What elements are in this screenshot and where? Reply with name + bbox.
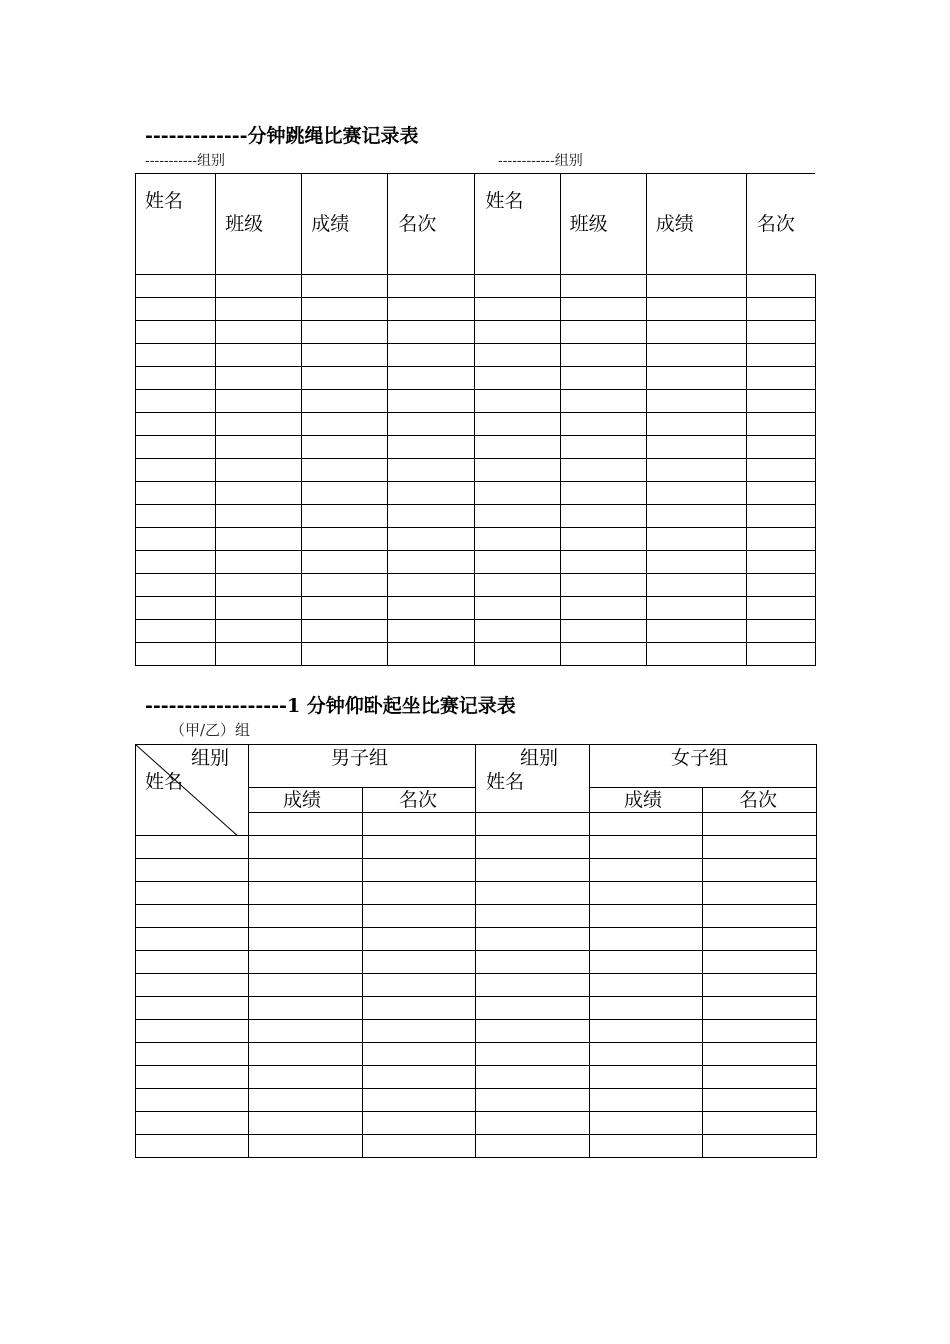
table-cell[interactable]	[703, 1043, 817, 1066]
table-row	[136, 859, 817, 882]
table-cell[interactable]	[746, 619, 815, 642]
table-cell[interactable]	[302, 274, 388, 297]
table-cell[interactable]	[388, 550, 475, 573]
table-cell[interactable]	[560, 412, 646, 435]
table-cell[interactable]	[590, 1089, 703, 1112]
rank-label: 名次	[739, 789, 778, 811]
table2-header-right	[476, 745, 590, 813]
table-cell[interactable]	[560, 366, 646, 389]
table-cell[interactable]	[136, 1066, 249, 1089]
table-cell[interactable]	[475, 642, 560, 665]
table-row	[136, 274, 816, 297]
table-cell[interactable]	[249, 951, 363, 974]
table-cell[interactable]	[302, 320, 388, 343]
table-cell[interactable]	[560, 343, 646, 366]
table1-header-name-left	[136, 174, 216, 274]
table-row	[136, 343, 816, 366]
header-label: 成绩	[311, 213, 350, 235]
table-row	[136, 1135, 817, 1158]
table-cell[interactable]	[136, 836, 249, 859]
table-cell[interactable]	[746, 412, 815, 435]
table-cell[interactable]	[363, 1089, 476, 1112]
table-cell[interactable]	[302, 412, 388, 435]
table-cell[interactable]	[475, 297, 560, 320]
table-cell[interactable]	[363, 1112, 476, 1135]
situp-table	[135, 744, 817, 1158]
table-cell[interactable]	[590, 928, 703, 951]
table-cell[interactable]	[590, 974, 703, 997]
table-cell[interactable]	[475, 389, 560, 412]
table-cell[interactable]	[646, 297, 746, 320]
table-cell[interactable]	[216, 504, 302, 527]
table-cell[interactable]	[560, 458, 646, 481]
table-row	[136, 997, 817, 1020]
table-cell[interactable]	[136, 366, 216, 389]
table-cell[interactable]	[746, 527, 815, 550]
table-cell[interactable]	[746, 481, 815, 504]
table-row	[136, 297, 816, 320]
table-cell[interactable]	[590, 813, 703, 836]
table-row	[136, 951, 817, 974]
table1-header-rank-right	[746, 174, 815, 274]
table-cell[interactable]	[560, 550, 646, 573]
table-cell[interactable]	[746, 642, 815, 665]
table-cell[interactable]	[249, 1043, 363, 1066]
table-cell[interactable]	[136, 550, 216, 573]
table-cell[interactable]	[363, 836, 476, 859]
table-cell[interactable]	[560, 481, 646, 504]
table-cell[interactable]	[703, 836, 817, 859]
table-cell[interactable]	[363, 1135, 476, 1158]
table-cell[interactable]	[302, 481, 388, 504]
table-cell[interactable]	[746, 458, 815, 481]
table-cell[interactable]	[590, 1135, 703, 1158]
table-cell[interactable]	[560, 504, 646, 527]
table-cell[interactable]	[136, 527, 216, 550]
table-cell[interactable]	[703, 997, 817, 1020]
table-cell[interactable]	[388, 619, 475, 642]
table-cell[interactable]	[560, 527, 646, 550]
table-row	[136, 458, 816, 481]
table-row	[136, 504, 816, 527]
table-cell[interactable]	[703, 1066, 817, 1089]
table-row	[136, 527, 816, 550]
table1-header-rank-left	[388, 174, 475, 274]
table-cell[interactable]	[388, 412, 475, 435]
table-cell[interactable]	[136, 481, 216, 504]
table-cell[interactable]	[475, 343, 560, 366]
table-cell[interactable]	[249, 859, 363, 882]
table-cell[interactable]	[363, 1043, 476, 1066]
table-cell[interactable]	[136, 435, 216, 458]
table-cell[interactable]	[646, 619, 746, 642]
table-cell[interactable]	[216, 366, 302, 389]
table-cell[interactable]	[560, 596, 646, 619]
table-row	[136, 882, 817, 905]
table-row	[136, 389, 816, 412]
team-label: 男子组	[331, 747, 389, 769]
table-cell[interactable]	[560, 320, 646, 343]
table-cell[interactable]	[216, 573, 302, 596]
table-cell[interactable]	[703, 1020, 817, 1043]
table-cell[interactable]	[590, 1043, 703, 1066]
table-cell[interactable]	[249, 882, 363, 905]
table1-header-score-left	[302, 174, 388, 274]
table-cell[interactable]	[646, 412, 746, 435]
table-cell[interactable]	[136, 320, 216, 343]
table-cell[interactable]	[388, 527, 475, 550]
table-cell[interactable]	[746, 550, 815, 573]
table-cell[interactable]	[590, 951, 703, 974]
table-cell[interactable]	[136, 974, 249, 997]
table-cell[interactable]	[646, 481, 746, 504]
header-label: 名次	[756, 213, 795, 235]
table-cell[interactable]	[476, 1135, 590, 1158]
table-cell[interactable]	[249, 1020, 363, 1043]
table-cell[interactable]	[476, 1112, 590, 1135]
table-row	[136, 974, 817, 997]
table-cell[interactable]	[560, 573, 646, 596]
table-row	[136, 320, 816, 343]
table1-group-left: -----------组别	[145, 153, 226, 169]
table-cell[interactable]	[646, 458, 746, 481]
table-cell[interactable]	[703, 905, 817, 928]
table-cell[interactable]	[646, 366, 746, 389]
table-cell[interactable]	[590, 882, 703, 905]
table-cell[interactable]	[302, 366, 388, 389]
table-row	[136, 573, 816, 596]
table-cell[interactable]	[646, 343, 746, 366]
table-cell[interactable]	[590, 905, 703, 928]
table2-title: ------------------1 分钟仰卧起坐比赛记录表	[145, 695, 516, 717]
table-cell[interactable]	[590, 1112, 703, 1135]
group-label: 组别	[191, 747, 230, 769]
table-cell[interactable]	[302, 550, 388, 573]
table-cell[interactable]	[703, 859, 817, 882]
table-cell[interactable]	[388, 343, 475, 366]
rope-skip-table	[135, 174, 816, 666]
table2-male-score-header	[249, 788, 363, 813]
table-cell[interactable]	[136, 297, 216, 320]
group-label: 组别	[520, 747, 559, 769]
table-cell[interactable]	[216, 297, 302, 320]
table1-header-score-right	[646, 174, 746, 274]
table-cell[interactable]	[746, 389, 815, 412]
table-cell[interactable]	[363, 1020, 476, 1043]
table-cell[interactable]	[646, 320, 746, 343]
table-cell[interactable]	[363, 1066, 476, 1089]
table-cell[interactable]	[746, 320, 815, 343]
table-cell[interactable]	[249, 1112, 363, 1135]
table-cell[interactable]	[136, 596, 216, 619]
table-cell[interactable]	[646, 274, 746, 297]
table-cell[interactable]	[476, 1020, 590, 1043]
table-cell[interactable]	[475, 274, 560, 297]
table-cell[interactable]	[136, 928, 249, 951]
score-label: 成绩	[624, 789, 663, 811]
table-cell[interactable]	[476, 1043, 590, 1066]
table-cell[interactable]	[216, 596, 302, 619]
table-cell[interactable]	[136, 619, 216, 642]
table-cell[interactable]	[136, 389, 216, 412]
table-cell[interactable]	[646, 573, 746, 596]
table-cell[interactable]	[590, 997, 703, 1020]
table-cell[interactable]	[363, 997, 476, 1020]
table-cell[interactable]	[302, 642, 388, 665]
table-cell[interactable]	[388, 458, 475, 481]
table-cell[interactable]	[302, 573, 388, 596]
table-cell[interactable]	[646, 596, 746, 619]
table-cell[interactable]	[363, 905, 476, 928]
table-cell[interactable]	[136, 882, 249, 905]
table-cell[interactable]	[136, 573, 216, 596]
table-cell[interactable]	[475, 412, 560, 435]
table-cell[interactable]	[136, 458, 216, 481]
table-cell[interactable]	[476, 905, 590, 928]
header-label: 姓名	[145, 190, 184, 212]
table-cell[interactable]	[476, 997, 590, 1020]
table-cell[interactable]	[388, 435, 475, 458]
table-cell[interactable]	[590, 1066, 703, 1089]
table-cell[interactable]	[136, 951, 249, 974]
table-cell[interactable]	[746, 274, 815, 297]
table-cell[interactable]	[590, 859, 703, 882]
table-cell[interactable]	[590, 1020, 703, 1043]
table-cell[interactable]	[475, 527, 560, 550]
table-cell[interactable]	[136, 1112, 249, 1135]
table-row	[136, 836, 817, 859]
table-cell[interactable]	[136, 1043, 249, 1066]
table-cell[interactable]	[476, 1066, 590, 1089]
table-cell[interactable]	[136, 905, 249, 928]
table-cell[interactable]	[302, 435, 388, 458]
table-cell[interactable]	[363, 859, 476, 882]
table-cell[interactable]	[363, 928, 476, 951]
table-cell[interactable]	[476, 974, 590, 997]
table-cell[interactable]	[475, 320, 560, 343]
team-label: 女子组	[671, 747, 729, 769]
table-cell[interactable]	[249, 1089, 363, 1112]
table-cell[interactable]	[136, 859, 249, 882]
table2-team-female	[590, 745, 817, 788]
table-cell[interactable]	[476, 859, 590, 882]
table-row	[136, 642, 816, 665]
table-cell[interactable]	[746, 366, 815, 389]
table-cell[interactable]	[475, 573, 560, 596]
table-row	[136, 1020, 817, 1043]
table-cell[interactable]	[703, 882, 817, 905]
header-label: 成绩	[655, 213, 694, 235]
table2-female-rank-header	[703, 788, 817, 813]
table-cell[interactable]	[136, 997, 249, 1020]
table-cell[interactable]	[249, 928, 363, 951]
table-cell[interactable]	[388, 389, 475, 412]
table-cell[interactable]	[475, 366, 560, 389]
table-cell[interactable]	[590, 836, 703, 859]
table-cell[interactable]	[363, 813, 476, 836]
table2-diagonal-header-left	[136, 745, 249, 836]
table-cell[interactable]	[216, 389, 302, 412]
table-cell[interactable]	[703, 974, 817, 997]
table-cell[interactable]	[703, 928, 817, 951]
table-cell[interactable]	[560, 435, 646, 458]
table-cell[interactable]	[249, 813, 363, 836]
table-cell[interactable]	[475, 504, 560, 527]
table-row	[136, 481, 816, 504]
name-label: 姓名	[486, 771, 525, 793]
table-cell[interactable]	[476, 951, 590, 974]
table-cell[interactable]	[476, 882, 590, 905]
header-label: 名次	[398, 213, 437, 235]
table-cell[interactable]	[388, 504, 475, 527]
table-cell[interactable]	[476, 813, 590, 836]
table-row	[136, 928, 817, 951]
table-cell[interactable]	[216, 458, 302, 481]
table-cell[interactable]	[302, 619, 388, 642]
table-row	[136, 550, 816, 573]
table-cell[interactable]	[302, 389, 388, 412]
table-cell[interactable]	[646, 550, 746, 573]
name-label: 姓名	[145, 771, 184, 793]
table-cell[interactable]	[302, 527, 388, 550]
table-cell[interactable]	[216, 642, 302, 665]
table-cell[interactable]	[560, 389, 646, 412]
table-cell[interactable]	[746, 435, 815, 458]
table1-header-class-left	[216, 174, 302, 274]
table-cell[interactable]	[302, 297, 388, 320]
table-cell[interactable]	[302, 458, 388, 481]
table-row	[136, 366, 816, 389]
table2-male-rank-header	[363, 788, 476, 813]
table-cell[interactable]	[136, 412, 216, 435]
table-cell[interactable]	[216, 412, 302, 435]
table-cell[interactable]	[646, 389, 746, 412]
table-cell[interactable]	[136, 642, 216, 665]
table-cell[interactable]	[302, 343, 388, 366]
table-cell[interactable]	[249, 997, 363, 1020]
table-cell[interactable]	[216, 527, 302, 550]
table-cell[interactable]	[703, 1135, 817, 1158]
table1-title: -------------分钟跳绳比赛记录表	[145, 125, 419, 147]
table-cell[interactable]	[363, 882, 476, 905]
table-cell[interactable]	[475, 435, 560, 458]
table-cell[interactable]	[249, 1135, 363, 1158]
table-cell[interactable]	[388, 642, 475, 665]
table-cell[interactable]	[746, 297, 815, 320]
header-label: 班级	[569, 213, 608, 235]
table-row	[136, 1112, 817, 1135]
table-cell[interactable]	[388, 573, 475, 596]
table-cell[interactable]	[703, 1112, 817, 1135]
table-cell[interactable]	[476, 836, 590, 859]
table-cell[interactable]	[560, 642, 646, 665]
table-row	[136, 412, 816, 435]
table-cell[interactable]	[216, 320, 302, 343]
table-cell[interactable]	[475, 550, 560, 573]
table-cell[interactable]	[746, 504, 815, 527]
table-cell[interactable]	[746, 573, 815, 596]
table-cell[interactable]	[388, 274, 475, 297]
table-cell[interactable]	[249, 974, 363, 997]
table-cell[interactable]	[476, 1089, 590, 1112]
table-cell[interactable]	[388, 297, 475, 320]
table-row	[136, 905, 817, 928]
table-cell[interactable]	[703, 951, 817, 974]
table-cell[interactable]	[475, 596, 560, 619]
table1-header-name-right	[475, 174, 560, 274]
table-cell[interactable]	[646, 504, 746, 527]
score-label: 成绩	[283, 789, 322, 811]
table-cell[interactable]	[216, 619, 302, 642]
table2-female-score-header	[590, 788, 703, 813]
table-cell[interactable]	[136, 343, 216, 366]
table-cell[interactable]	[560, 619, 646, 642]
table-cell[interactable]	[363, 974, 476, 997]
table-row	[136, 1089, 817, 1112]
table-row	[136, 435, 816, 458]
table-cell[interactable]	[136, 504, 216, 527]
table-row	[136, 619, 816, 642]
table-cell[interactable]	[646, 527, 746, 550]
table-cell[interactable]	[703, 1089, 817, 1112]
table-row	[136, 1043, 817, 1066]
table-cell[interactable]	[216, 550, 302, 573]
table2-header-row-1	[136, 745, 817, 788]
table-cell[interactable]	[388, 481, 475, 504]
table-cell[interactable]	[363, 951, 476, 974]
table1-header-row	[136, 174, 816, 274]
table-cell[interactable]	[746, 343, 815, 366]
table-cell[interactable]	[216, 435, 302, 458]
table-row	[136, 596, 816, 619]
table-cell[interactable]	[560, 297, 646, 320]
table-cell[interactable]	[388, 596, 475, 619]
table2-subtitle: （甲/乙）组	[170, 721, 251, 739]
table-cell[interactable]	[136, 1135, 249, 1158]
table-cell[interactable]	[388, 320, 475, 343]
table-cell[interactable]	[476, 928, 590, 951]
table-cell[interactable]	[560, 274, 646, 297]
table-cell[interactable]	[249, 1066, 363, 1089]
table-cell[interactable]	[746, 596, 815, 619]
table-cell[interactable]	[136, 1020, 249, 1043]
table-cell[interactable]	[216, 343, 302, 366]
table-cell[interactable]	[136, 274, 216, 297]
table-cell[interactable]	[249, 905, 363, 928]
table2-team-male	[249, 745, 476, 788]
table1-header-class-right	[560, 174, 646, 274]
table-cell[interactable]	[475, 458, 560, 481]
table-cell[interactable]	[646, 435, 746, 458]
header-label: 班级	[225, 213, 264, 235]
table-cell[interactable]	[703, 813, 817, 836]
table-row	[136, 1066, 817, 1089]
table-cell[interactable]	[475, 619, 560, 642]
table-cell[interactable]	[475, 481, 560, 504]
table-cell[interactable]	[302, 596, 388, 619]
table-cell[interactable]	[388, 366, 475, 389]
table-cell[interactable]	[136, 1089, 249, 1112]
table-cell[interactable]	[216, 274, 302, 297]
table-cell[interactable]	[216, 481, 302, 504]
table-cell[interactable]	[646, 642, 746, 665]
rank-label: 名次	[399, 789, 438, 811]
table-cell[interactable]	[302, 504, 388, 527]
header-label: 姓名	[485, 190, 524, 212]
table-cell[interactable]	[249, 836, 363, 859]
table1-group-right: ------------组别	[498, 153, 583, 169]
